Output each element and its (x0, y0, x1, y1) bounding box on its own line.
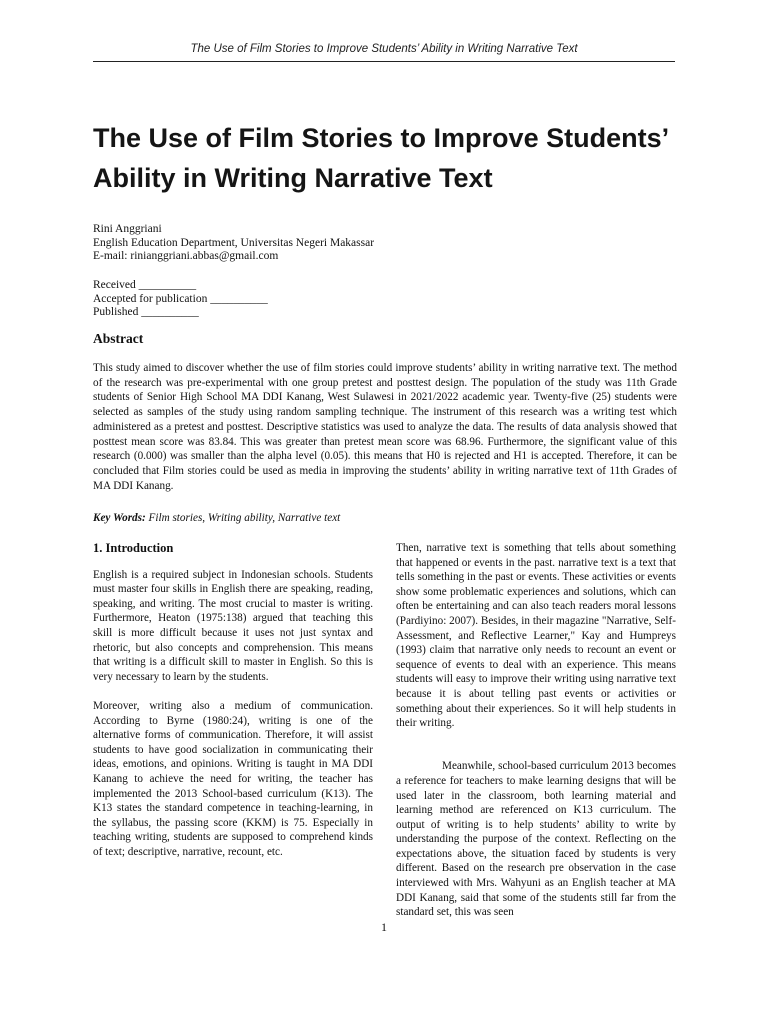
abstract-heading: Abstract (93, 331, 144, 346)
intro-paragraph-2: Moreover, writing also a medium of communication. According to Byrne (1980:24), writing is one of the alternative forms of communication. Therefore, it will assist students to have good socialization in communicating their ideas, emotions, and opinions. Writing is taught in MA DDI Kanang to achieve the need for writing, the teacher has implemented the 2013 School-based curriculum (K13). The K13 states the standard competence in teaching-learning, in the syllabus, the passing score (KKM) is 75. Especially in teaching writing, students are supposed to comprehend kinds of text; descriptive, narrative, recount, etc. (93, 699, 373, 858)
abstract-body: This study aimed to discover whether the use of film stories could improve students’ ability in writing narrative text. The method of the research was pre-experimental with one group pretest and posttest design. The population of the study was 11th Grade students of Senior High School MA DDI Kanang, West Sulawesi in 2021/2022 academic year. Twenty-five (25) students were selected as samples of the study using random sampling technique. The instrument of this research was a writing test which administered as a pretest and posttest. Descriptive statistics was used to analyze the data. The results of data analysis showed that posttest mean score was 83.84. This was greater than pretest mean score was 68.96. Furthermore, the significant value of this research (0.000) was smaller than the alpha level (0.05). this means that H0 is rejected and H1 is accepted. Therefore, it can be concluded that Film stories could be used as media in improving the students’ ability in writing narrative text of 11th Grades of MA DDI Kanang. (93, 362, 677, 492)
author-block (93, 223, 683, 264)
title-line-1: The Use of Film Stories to Improve Students’ (93, 123, 670, 153)
keywords-label: Key Words: (93, 512, 146, 524)
left-column (93, 541, 373, 874)
accepted-date: Accepted for publication __________ (93, 292, 268, 305)
right-column (396, 541, 676, 934)
intro-paragraph-3: Then, narrative text is something that tells about something that happened or events in the past. narrative text is a text that tells something in the past or events. These activities or events show some problematic experiences and solutions, which can often be entertaining and can also teach readers moral lessons (Pardiyino: 2007). Besides, in their magazine "Narrative, Self-Assessment, and Reflective Learner," Kay and Humpreys (1993) claim that narrative only needs to recount an event or sequence of events to deal with an experience. This means students will easy to improve their writing using narrative text because it is about telling past events or activities or something about their experiences. So it will help students in their writing. (396, 542, 676, 730)
publication-dates (93, 279, 683, 320)
keywords-text: Film stories, Writing ability, Narrative text (145, 512, 341, 524)
paragraph-gap (396, 745, 676, 759)
intro-paragraph-4: Meanwhile, school-based curriculum 2013 becomes a reference for teachers to make learning designs that will be used later in the classroom, both learning material and learning method are referenced on K13 curriculum. The output of writing is to help students’ ability to write by understanding the purpose of the context. Reflecting on the expectations above, the situation faced by students is very different. Based on the research pre observation in the case interviewed with Mrs. Wahyuni as an English teacher at MA DDI Kanang, said that some of the students still far from the standard set, this was seen (396, 760, 676, 919)
title-line-2: Ability in Writing Narrative Text (93, 163, 493, 193)
received-date: Received __________ (93, 279, 197, 291)
author-name: Rini Anggriani (93, 223, 162, 235)
intro-paragraph-1: English is a required subject in Indonesian schools. Students must master four skills in English there are speaking, reading, speaking, and writing. The most crucial to master is writing. Furthermore, Heaton (1975:138) argued that teaching this skill is more difficult because it uses not just syntax and rhetoric, but also concepts and comprehension. This means that writing is a difficult skill to master in English. So this is very necessary to learn by the students. (93, 568, 373, 683)
paper-title (93, 118, 683, 198)
introduction-heading: 1. Introduction (93, 541, 174, 555)
keywords (93, 512, 677, 524)
author-email: E-mail: rinianggriani.abbas@gmail.com (93, 250, 279, 262)
header-rule (93, 61, 675, 62)
page-number: 1 (381, 920, 387, 934)
running-head: The Use of Film Stories to Improve Students’ Ability in Writing Narrative Text (190, 43, 578, 55)
author-affiliation: English Education Department, Universitas Negeri Makassar (93, 236, 375, 249)
published-date: Published __________ (93, 306, 199, 318)
